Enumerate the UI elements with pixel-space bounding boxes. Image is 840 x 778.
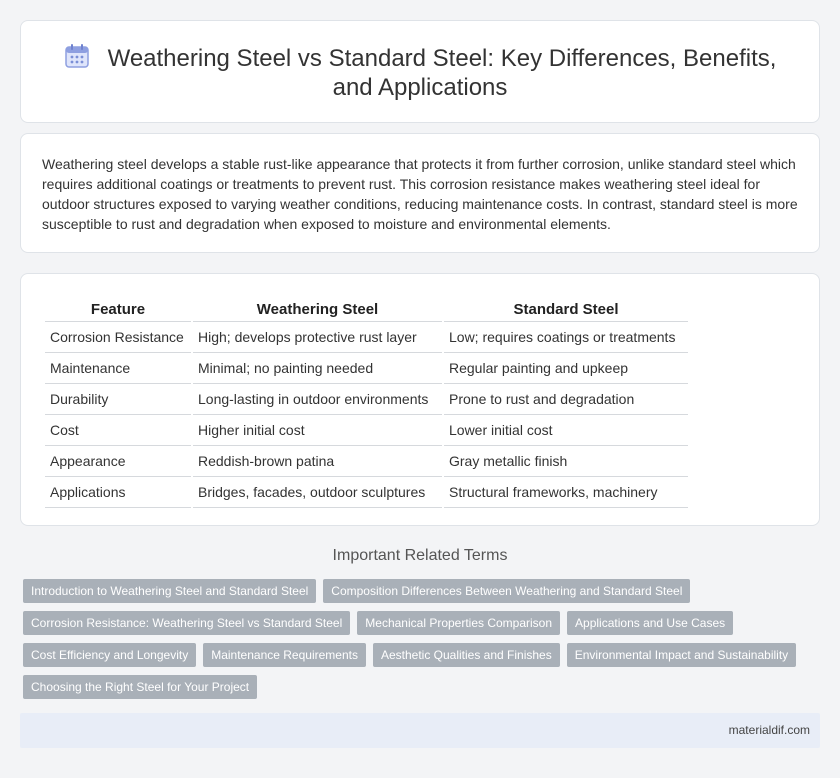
header-card: [20, 20, 820, 123]
tag-row: [23, 643, 803, 667]
calendar-icon: [64, 43, 90, 69]
table-row: [45, 384, 688, 415]
related-term-tag[interactable]: Maintenance Requirements: [203, 643, 366, 667]
related-term-tag[interactable]: Introduction to Weathering Steel and Standard Steel: [23, 579, 316, 603]
table-row: [45, 353, 688, 384]
table-row: [45, 446, 688, 477]
table-cell: Regular painting and upkeep: [444, 353, 688, 384]
table-cell: Low; requires coatings or treatments: [444, 322, 688, 353]
table-cell: Prone to rust and degradation: [444, 384, 688, 415]
related-term-tag[interactable]: Cost Efficiency and Longevity: [23, 643, 196, 667]
comparison-table: [43, 298, 690, 508]
intro-paragraph: Weathering steel develops a stable rust-like appearance that protects it from further corrosion, unlike standard steel which requires additional coatings or treatments to prevent rust. This corrosion resistance makes weathering steel ideal for outdoor structures exposed to varying weather conditions, reducing maintenance costs. In contrast, standard steel is more susceptible to rust and degradation when exposed to moisture and environmental elements.: [42, 156, 798, 232]
comparison-table-card: [20, 273, 820, 526]
related-term-tag[interactable]: Aesthetic Qualities and Finishes: [373, 643, 560, 667]
table-cell: Structural frameworks, machinery: [444, 477, 688, 508]
table-cell: Appearance: [45, 446, 191, 477]
table-cell: Gray metallic finish: [444, 446, 688, 477]
related-term-tag[interactable]: Corrosion Resistance: Weathering Steel vs Standard Steel: [23, 611, 350, 635]
column-header-feature: Feature: [45, 298, 191, 322]
related-term-tag[interactable]: Environmental Impact and Sustainability: [567, 643, 796, 667]
page-title-wrap: [21, 43, 819, 102]
table-row: [45, 415, 688, 446]
table-row: [45, 477, 688, 508]
table-cell: Lower initial cost: [444, 415, 688, 446]
table-cell: Minimal; no painting needed: [193, 353, 442, 384]
tag-row: [23, 579, 803, 603]
table-cell: High; develops protective rust layer: [193, 322, 442, 353]
table-cell: Applications: [45, 477, 191, 508]
related-term-tag[interactable]: Composition Differences Between Weathering and Standard Steel: [323, 579, 690, 603]
table-cell: Bridges, facades, outdoor sculptures: [193, 477, 442, 508]
table-header-row: [45, 298, 688, 322]
page-title: Weathering Steel vs Standard Steel: Key Differences, Benefits, and Applications: [107, 45, 777, 101]
footer-site-name[interactable]: materialdif.com: [728, 723, 810, 737]
table-cell: Cost: [45, 415, 191, 446]
table-cell: Reddish-brown patina: [193, 446, 442, 477]
related-term-tag[interactable]: Applications and Use Cases: [567, 611, 733, 635]
related-term-tag[interactable]: Choosing the Right Steel for Your Project: [23, 675, 257, 699]
table-cell: Corrosion Resistance: [45, 322, 191, 353]
table-cell: Durability: [45, 384, 191, 415]
tag-row: [23, 611, 803, 635]
table-cell: Long-lasting in outdoor environments: [193, 384, 442, 415]
table-row: [45, 322, 688, 353]
related-terms-heading: Important Related Terms: [332, 547, 508, 564]
tag-row: [23, 675, 803, 699]
column-header-standard-steel: Standard Steel: [444, 298, 688, 322]
related-term-tag[interactable]: Mechanical Properties Comparison: [357, 611, 560, 635]
related-terms-list: [23, 579, 803, 707]
column-header-weathering-steel: Weathering Steel: [193, 298, 442, 322]
table-cell: Higher initial cost: [193, 415, 442, 446]
footer-bar: [20, 713, 820, 748]
table-cell: Maintenance: [45, 353, 191, 384]
intro-card: [20, 133, 820, 253]
